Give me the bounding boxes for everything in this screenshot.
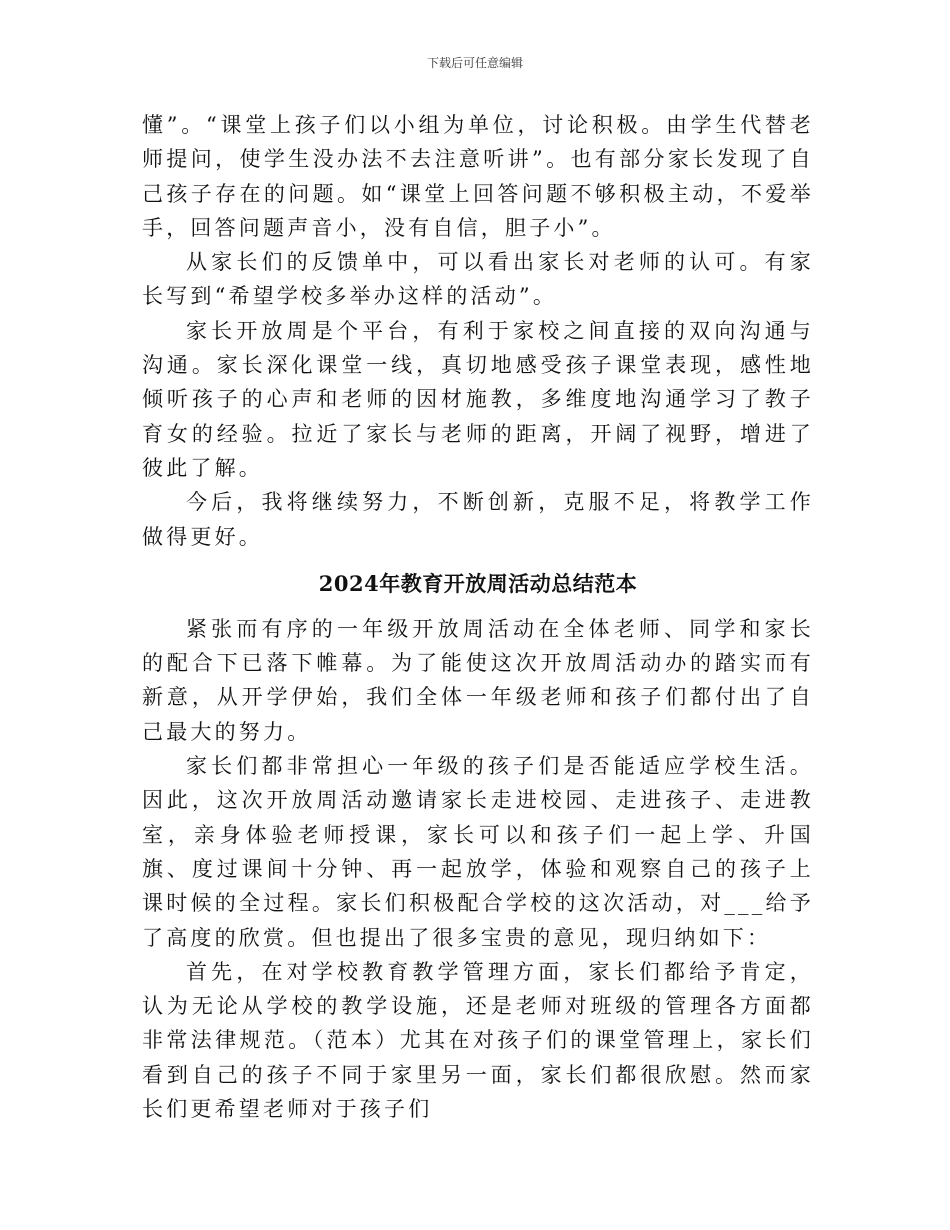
paragraph: 家长开放周是个平台，有利于家校之间直接的双向沟通与沟通。家长深化课堂一线，真切地感受孩子课堂表现，感性地倾听孩子的心声和老师的因材施教，多维度地沟通学习了教子育女的经验。拉近了家长与老师的距离，开阔了视野，增进了彼此了解。 (142, 318, 814, 480)
paragraph: 首先，在对学校教育教学管理方面，家长们都给予肯定，认为无论从学校的教学设施，还是老师对班级的管理各方面都非常法律规范。（范本）尤其在对孩子们的课堂管理上，家长们看到自己的孩子不同于家里另一面，家长们都很欣慰。然而家长们更希望老师对于孩子们 (142, 959, 814, 1122)
section-title: 2024年教育开放周活动总结范本 (318, 570, 638, 596)
document-body (142, 108, 814, 1126)
paragraph: 家长们都非常担心一年级的孩子们是否能适应学校生活。因此，这次开放周活动邀请家长走进校园、走进孩子、走进教室，亲身体验老师授课，家长可以和孩子们一起上学、升国旗、度过课间十分钟、再一起放学，体验和观察自己的孩子上课时候的全过程。家长们积极配合学校的这次活动，对___给予了高度的欣赏。但也提出了很多宝贵的意见，现归纳如下： (142, 754, 814, 950)
paragraph: 从家长们的反馈单中，可以看出家长对老师的认可。有家长写到“希望学校多举办这样的活动”。 (142, 250, 814, 309)
page-header: 下载后可任意编辑 (426, 56, 523, 70)
paragraph: 懂”。“课堂上孩子们以小组为单位，讨论积极。由学生代替老师提问，使学生没办法不去注意听讲”。也有部分家长发现了自己孩子存在的问题。如“课堂上回答问题不够积极主动，不爱举手，回答问题声音小，没有自信，胆子小”。 (142, 113, 814, 240)
paragraph: 今后，我将继续努力，不断创新，克服不足，将教学工作做得更好。 (142, 490, 814, 549)
paragraph: 紧张而有序的一年级开放周活动在全体老师、同学和家长的配合下已落下帷幕。为了能使这次开放周活动办的踏实而有新意，从开学伊始，我们全体一年级老师和孩子们都付出了自己最大的努力。 (142, 616, 814, 744)
